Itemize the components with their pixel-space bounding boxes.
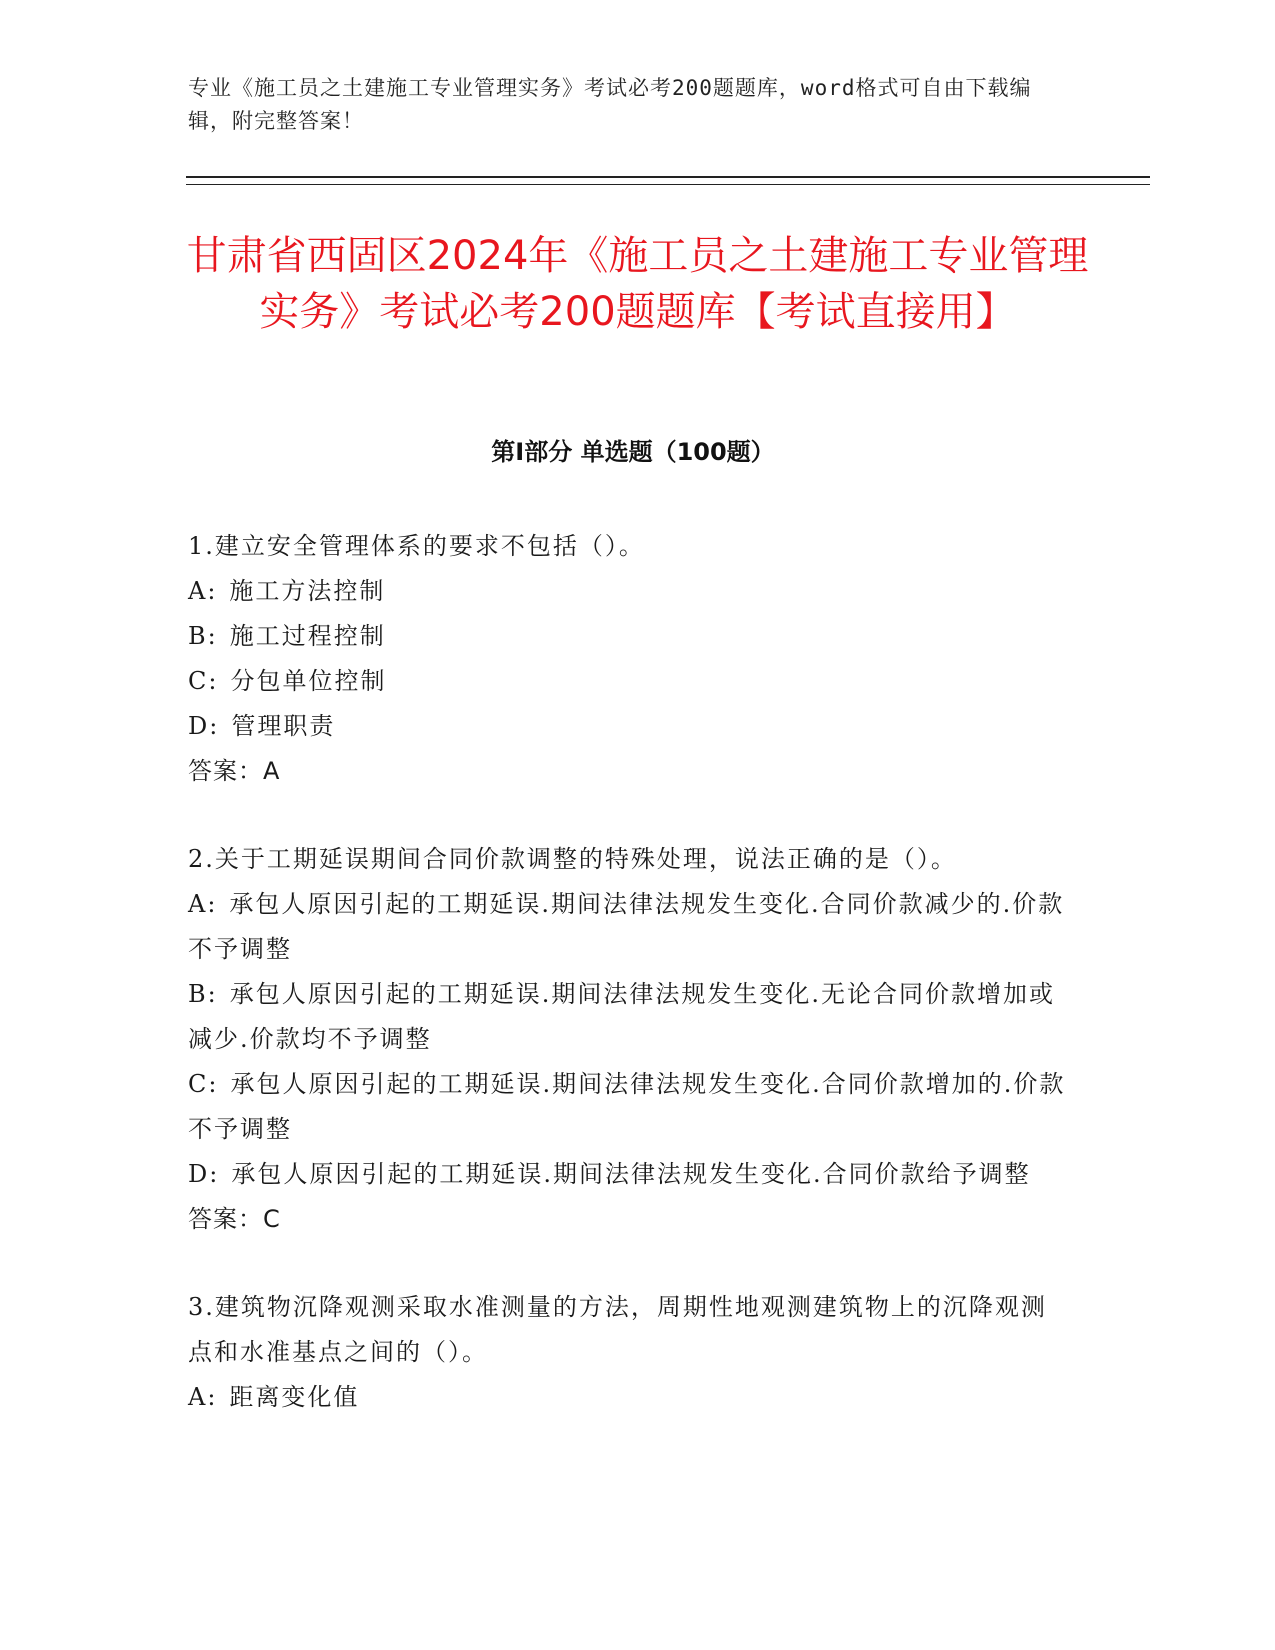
question-3 bbox=[188, 1285, 1068, 1420]
option-text: 分包单位控制 bbox=[230, 667, 387, 695]
question-stem: 3.建筑物沉降观测采取水准测量的方法，周期性地观测建筑物上的沉降观测点和水准基点之间的（）。 bbox=[188, 1293, 1047, 1366]
option-text: 距离变化值 bbox=[229, 1383, 360, 1411]
section-title: 第I部分 单选题（100题） bbox=[491, 438, 775, 466]
option-text: 施工方法控制 bbox=[229, 577, 386, 605]
option-text: 承包人原因引起的工期延误.期间法律法规发生变化.合同价款增加的.价款不予调整 bbox=[188, 1070, 1066, 1143]
option-d bbox=[188, 704, 1068, 749]
question-stem: 1.建立安全管理体系的要求不包括（）。 bbox=[188, 532, 645, 560]
option-key: A: bbox=[188, 577, 218, 605]
header-divider bbox=[186, 176, 1150, 185]
option-c bbox=[188, 659, 1068, 704]
option-key: C: bbox=[188, 667, 219, 695]
option-key: A: bbox=[188, 1383, 218, 1411]
option-text: 承包人原因引起的工期延误.期间法律法规发生变化.合同价款给予调整 bbox=[231, 1160, 1031, 1188]
option-key: B: bbox=[188, 622, 218, 650]
option-key: D: bbox=[188, 1160, 220, 1188]
question-stem: 2.关于工期延误期间合同价款调整的特殊处理，说法正确的是（）。 bbox=[188, 845, 957, 873]
option-a bbox=[188, 569, 1068, 614]
option-a bbox=[188, 882, 1068, 972]
question-list bbox=[188, 524, 1068, 1463]
option-a bbox=[188, 1375, 1068, 1420]
document-title: 甘肃省西固区2024年《施工员之土建施工专业管理实务》考试必考200题题库【考试直接用】 bbox=[186, 233, 1089, 335]
option-key: B: bbox=[188, 980, 218, 1008]
option-text: 承包人原因引起的工期延误.期间法律法规发生变化.合同价款减少的.价款不予调整 bbox=[188, 890, 1065, 963]
answer: 答案：A bbox=[188, 757, 281, 785]
question-2 bbox=[188, 837, 1068, 1242]
option-text: 管理职责 bbox=[231, 712, 336, 740]
header-note: 专业《施工员之土建施工专业管理实务》考试必考200题题库，word格式可自由下载编辑，附完整答案！ bbox=[188, 76, 1032, 133]
option-b bbox=[188, 972, 1068, 1062]
option-key: A: bbox=[188, 890, 218, 918]
option-d bbox=[188, 1152, 1068, 1197]
option-text: 承包人原因引起的工期延误.期间法律法规发生变化.无论合同价款增加或减少.价款均不予调整 bbox=[188, 980, 1055, 1053]
option-key: D: bbox=[188, 712, 220, 740]
question-1 bbox=[188, 524, 1068, 794]
option-text: 施工过程控制 bbox=[229, 622, 386, 650]
answer: 答案：C bbox=[188, 1205, 281, 1233]
option-c bbox=[188, 1062, 1068, 1152]
option-b bbox=[188, 614, 1068, 659]
option-key: C: bbox=[188, 1070, 219, 1098]
